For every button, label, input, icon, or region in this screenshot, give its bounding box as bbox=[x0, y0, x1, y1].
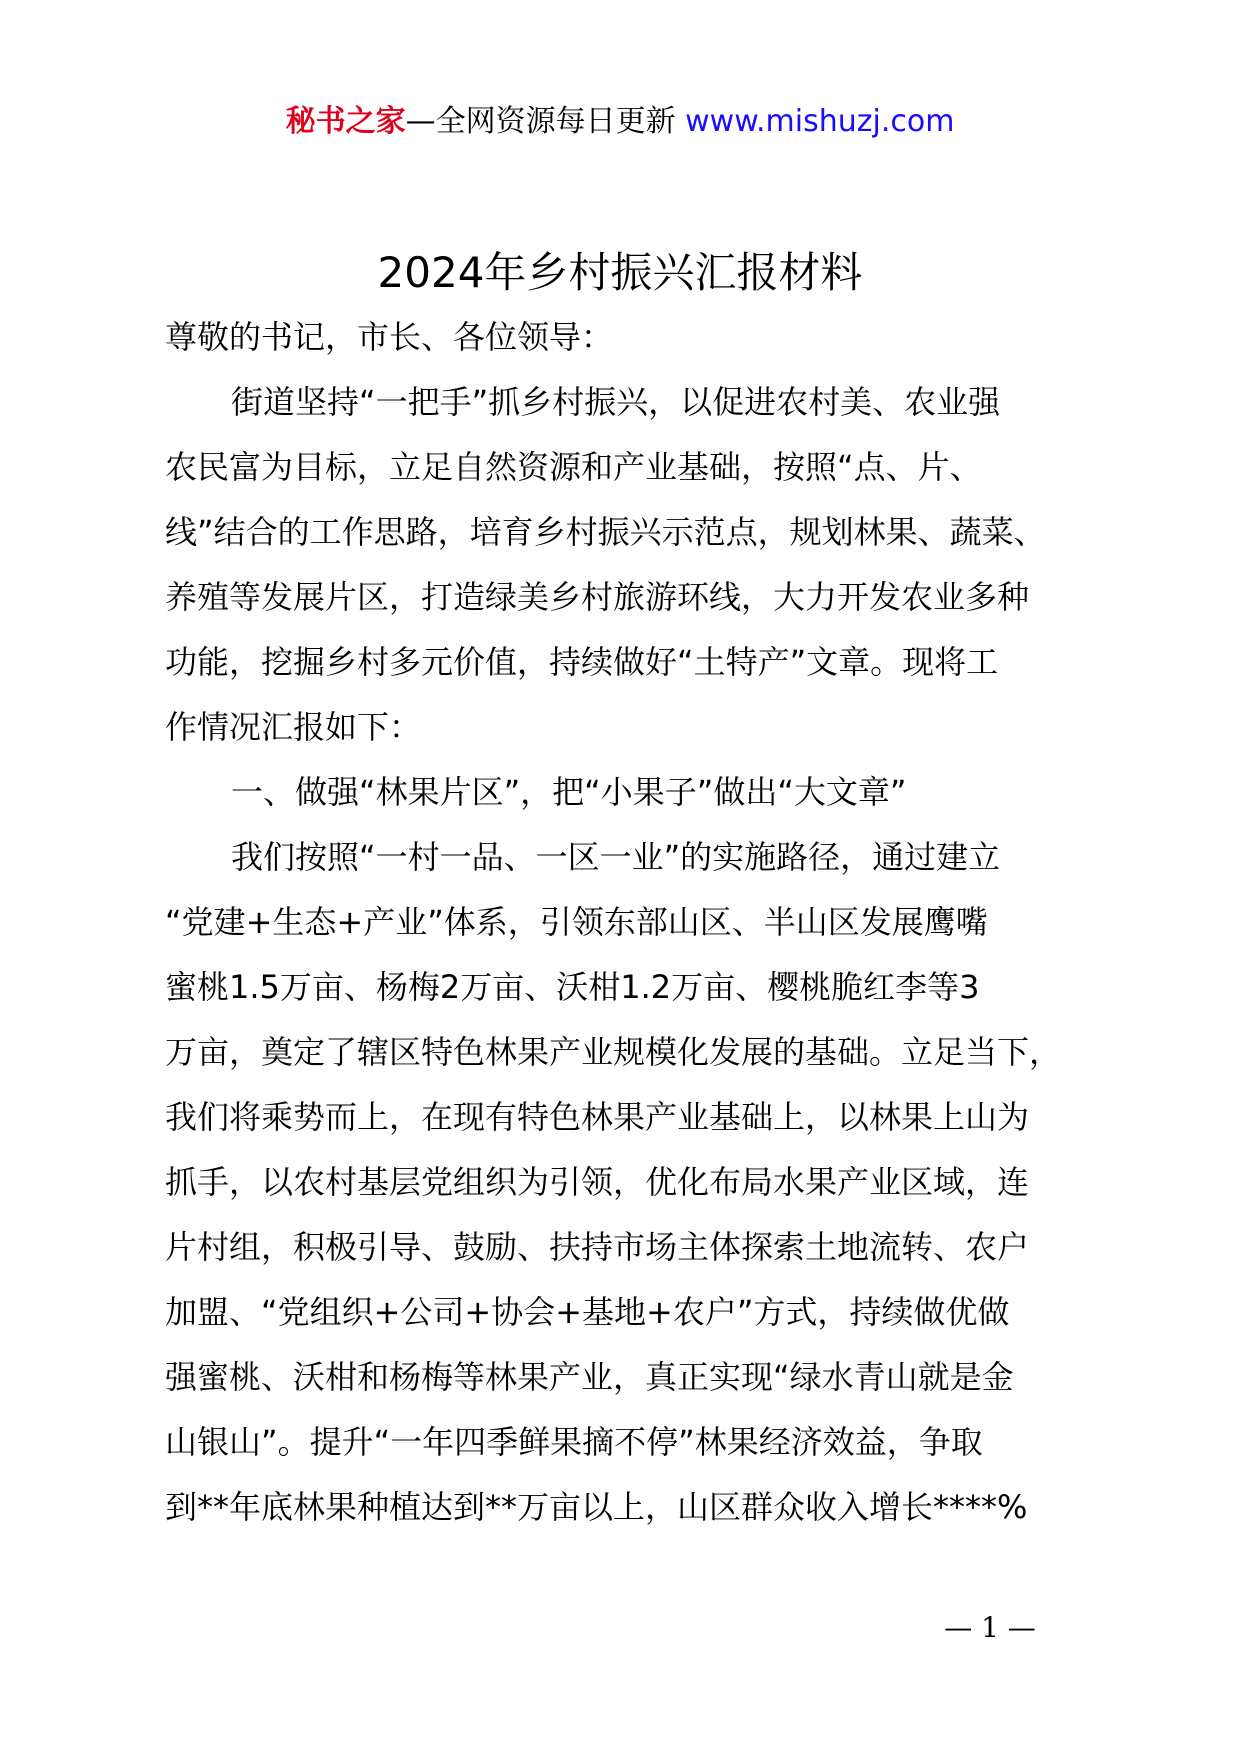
paragraph-line: 到**年底林果种植达到**万亩以上，山区群众收入增长****% bbox=[165, 1488, 1028, 1526]
paragraph-line: 加盟、“党组织+公司+协会+基地+农户”方式，持续做优做 bbox=[165, 1293, 1010, 1331]
document-body bbox=[165, 305, 1105, 1540]
paragraph-line: 山银山”。提升“一年四季鲜果摘不停”林果经济效益，争取 bbox=[165, 1423, 983, 1461]
document-title: 2024年乡村振兴汇报材料 bbox=[377, 248, 863, 297]
paragraph-line: 养殖等发展片区，打造绿美乡村旅游环线，大力开发农业多种 bbox=[165, 578, 1030, 616]
paragraph-line: 蜜桃1.5万亩、杨梅2万亩、沃柑1.2万亩、樱桃脆红李等3 bbox=[165, 968, 980, 1006]
header-url[interactable]: www.mishuzj.com bbox=[685, 104, 955, 139]
paragraph-line: 线”结合的工作思路，培育乡村振兴示范点，规划林果、蔬菜、 bbox=[165, 513, 1046, 551]
site-header bbox=[0, 100, 1240, 144]
page-number: — 1 — bbox=[944, 1611, 1036, 1644]
paragraph-line: 抓手，以农村基层党组织为引领，优化布局水果产业区域，连 bbox=[165, 1163, 1030, 1201]
header-slogan: —全网资源每日更新 bbox=[405, 104, 686, 139]
paragraph-line: 街道坚持“一把手”抓乡村振兴，以促进农村美、农业强 bbox=[231, 383, 1001, 421]
paragraph-line: 农民富为目标，立足自然资源和产业基础，按照“点、片、 bbox=[165, 448, 982, 486]
paragraph-line: 我们将乘势而上，在现有特色林果产业基础上，以林果上山为 bbox=[165, 1098, 1030, 1136]
paragraph-line: 作情况汇报如下： bbox=[165, 708, 422, 746]
paragraph-line: 万亩，奠定了辖区特色林果产业规模化发展的基础。立足当下， bbox=[165, 1033, 1062, 1071]
salutation-line: 尊敬的书记，市长、各位领导： bbox=[165, 318, 614, 356]
paragraph-line: 强蜜桃、沃柑和杨梅等林果产业，真正实现“绿水青山就是金 bbox=[165, 1358, 1014, 1396]
paragraph-line: 功能，挖掘乡村多元价值，持续做好“土特产”文章。现将工 bbox=[165, 643, 999, 681]
paragraph-line: “党建+生态+产业”体系，引领东部山区、半山区发展鹰嘴 bbox=[165, 903, 988, 941]
section-heading: 一、做强“林果片区”，把“小果子”做出“大文章” bbox=[231, 773, 907, 811]
header-brand: 秘书之家 bbox=[285, 104, 406, 139]
paragraph-line: 我们按照“一村一品、一区一业”的实施路径，通过建立 bbox=[231, 838, 1001, 876]
paragraph-line: 片村组，积极引导、鼓励、扶持市场主体探索土地流转、农户 bbox=[165, 1228, 1030, 1266]
